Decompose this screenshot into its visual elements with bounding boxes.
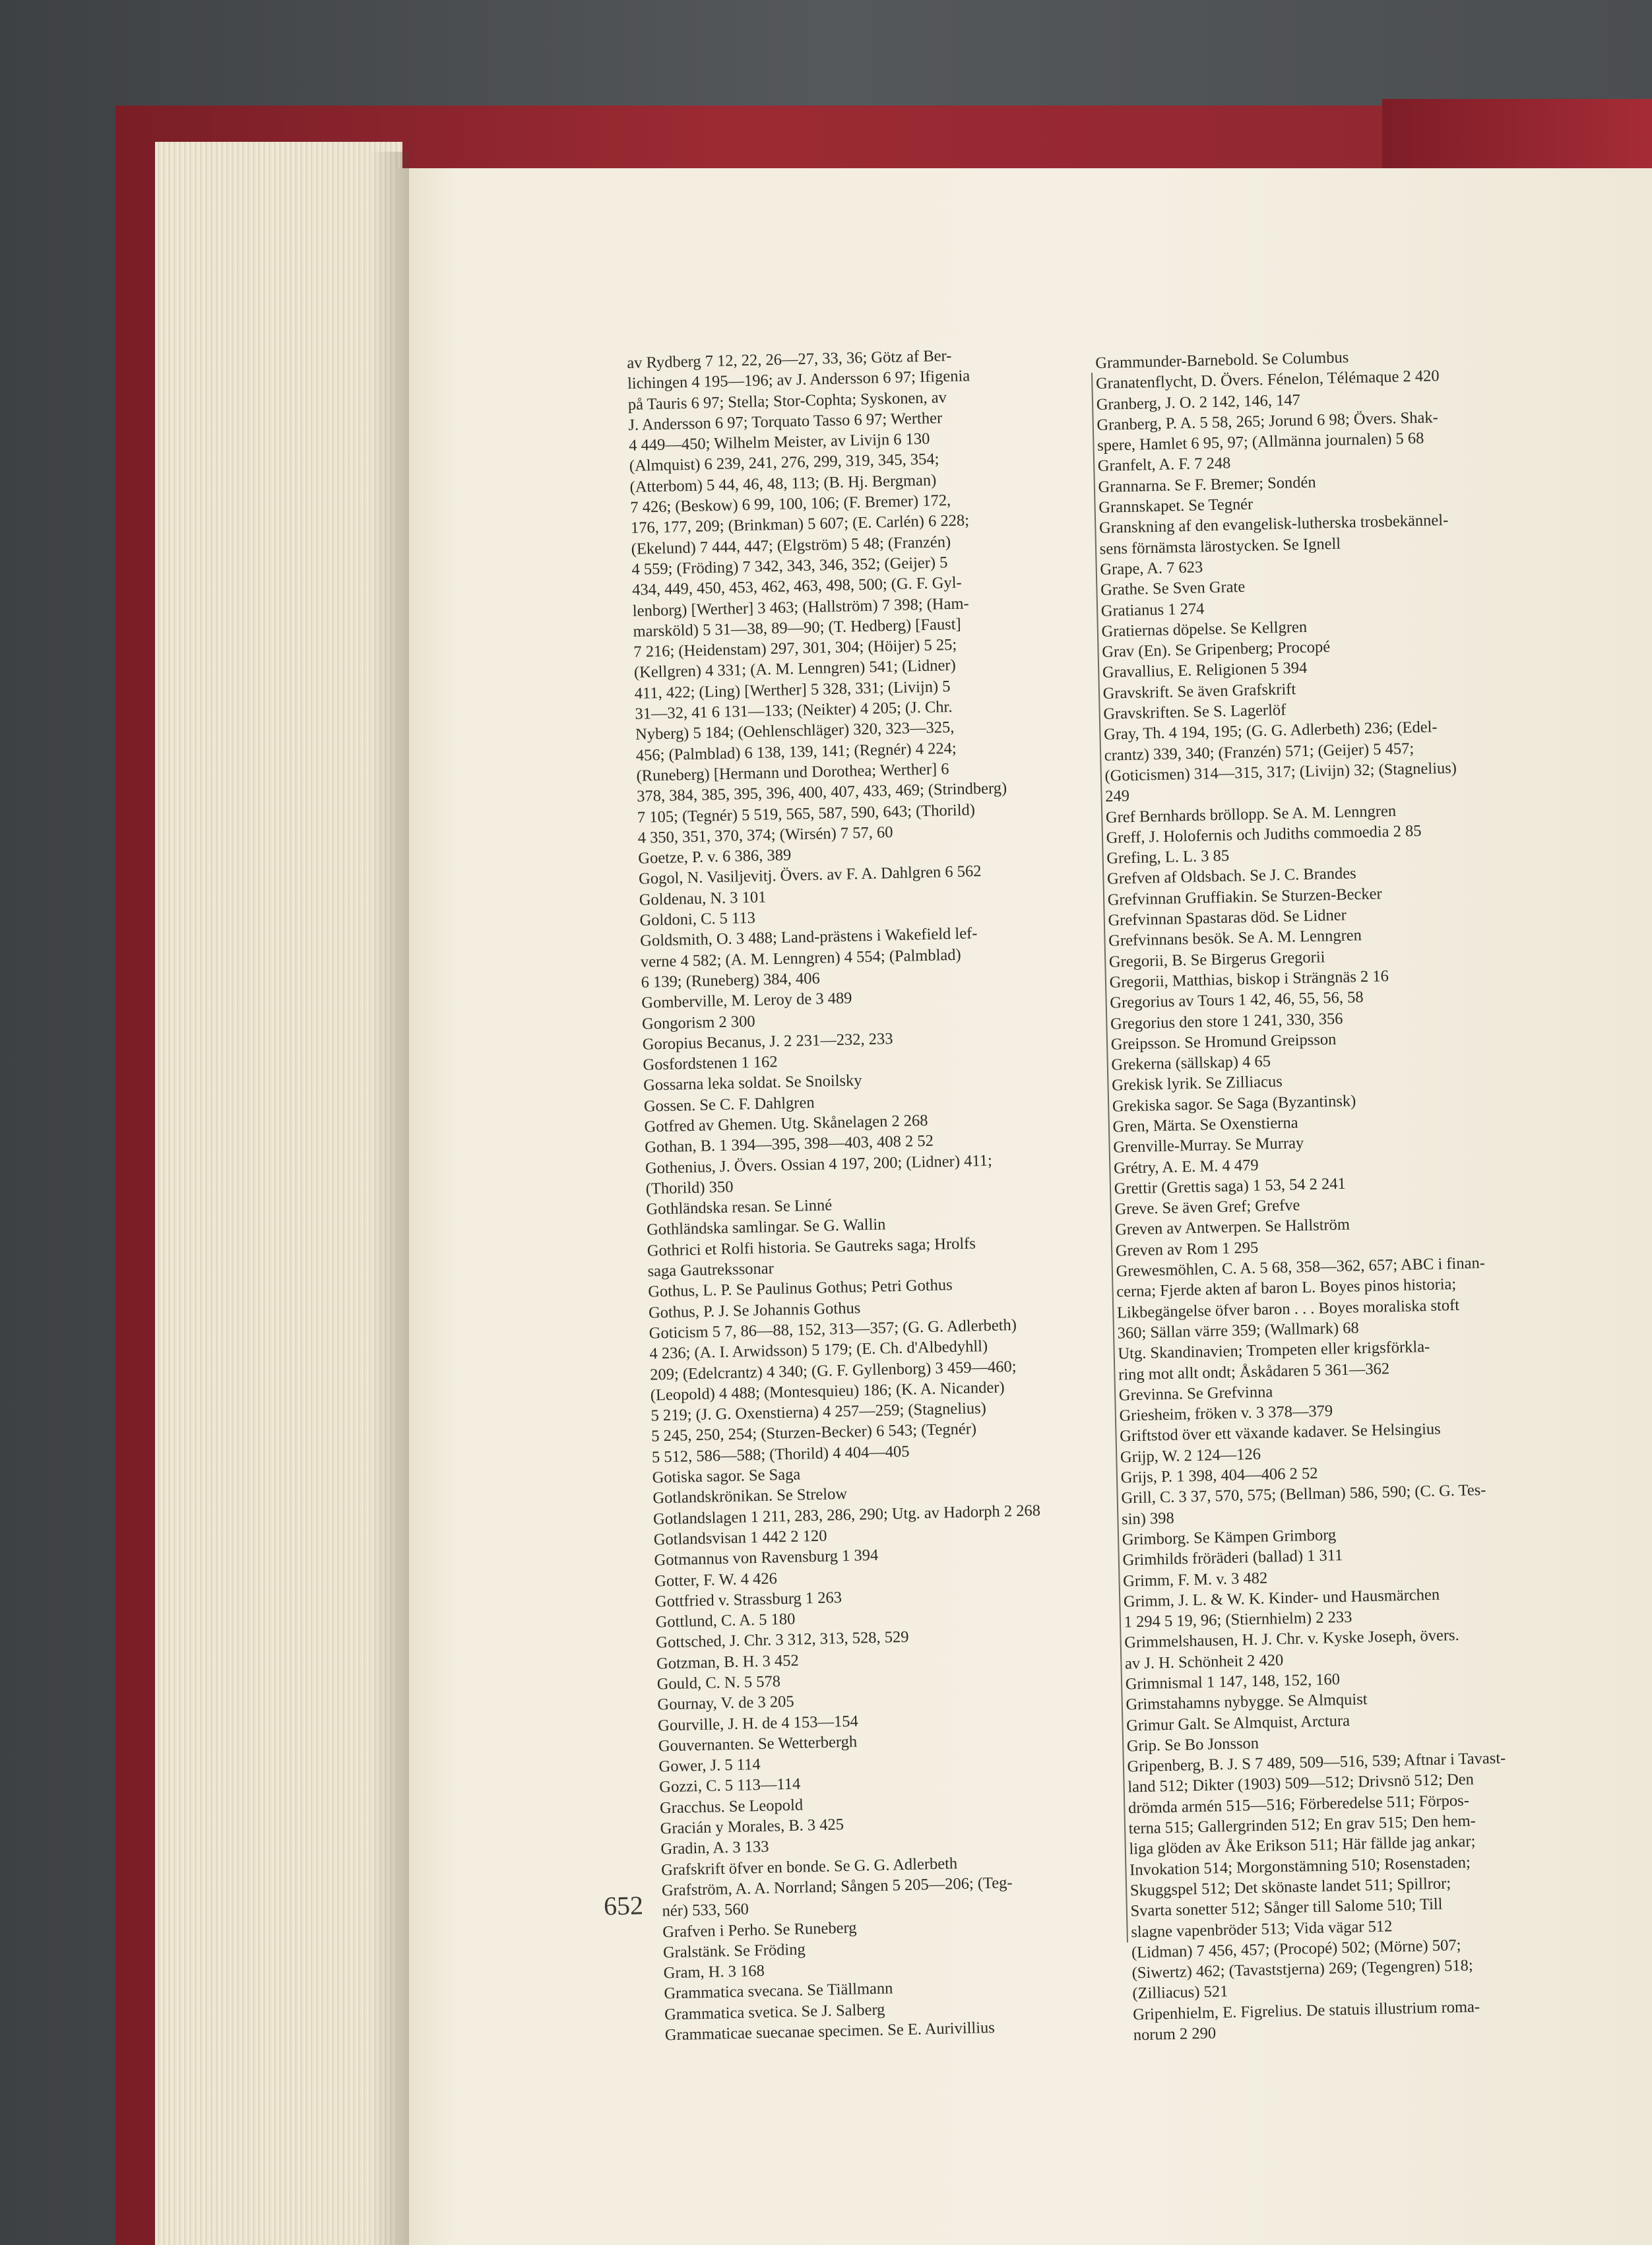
index-line: Gradin, A. 3 133 [660,1838,769,1858]
index-line: Gotter, F. W. 4 426 [654,1569,778,1591]
index-line: Grimm, F. M. v. 3 482 [1122,1569,1268,1591]
index-line: Gossarna leka soldat. Se Snoilsky [643,1071,862,1095]
index-line: Gratianus 1 274 [1100,599,1205,620]
index-line: Invokation 514; Morgonstämning 510; Rosenstaden; [1129,1853,1471,1880]
index-line: Gottlund, C. A. 5 180 [655,1610,796,1631]
index-line: Grewesmöhlen, C. A. 5 68, 358—362, 657; ABC i finan- [1116,1254,1486,1281]
index-line: Gravskriften. Se S. Lagerlöf [1103,701,1287,723]
index-line: 7 216; (Heidenstam) 297, 301, 304; (Höijer) 5 25; [633,635,957,662]
index-line: Gren, Märta. Se Oxenstierna [1112,1114,1298,1136]
index-line: Gothländska resan. Se Linné [646,1196,833,1218]
index-line: Gogol, N. Vasiljevitj. Övers. av F. A. Dahlgren 6 562 [638,862,982,889]
index-line: Grekisk lyrik. Se Zilliacus [1111,1073,1283,1095]
index-line: Grammunder-Barnebold. Se Columbus [1095,348,1349,372]
index-line: Gothus, L. P. Se Paulinus Gothus; Petri Gothus [647,1276,953,1301]
index-line: 7 426; (Beskow) 6 99, 100, 106; (F. Bremer) 172, [630,491,951,517]
index-line: Grannskapet. Se Tegnér [1098,495,1254,517]
index-column-right [1095,343,1558,2044]
index-line: Grefvinnans besök. Se A. M. Lenngren [1108,926,1362,951]
index-line: Gotlandskrönikan. Se Strelow [652,1485,848,1507]
index-line: Grefven af Oldsbach. Se J. C. Brandes [1106,864,1356,889]
index-line: Granatenflycht, D. Övers. Fénelon, Télémaque 2 420 [1095,367,1440,393]
index-line: Greff, J. Holofernis och Judiths commoedia 2 85 [1106,821,1422,847]
index-line: Greipsson. Se Hromund Greipsson [1110,1030,1337,1054]
index-line: Gref Bernhards bröllopp. Se A. M. Lenngren [1105,802,1397,827]
index-line: Goldenau, N. 3 101 [639,888,767,909]
index-line: Grekiska sagor. Se Saga (Byzantinsk) [1112,1092,1356,1116]
index-line: Grimur Galt. Se Almquist, Arctura [1126,1711,1350,1735]
index-line: (Atterbom) 5 44, 46, 48, 113; (B. Hj. Bergman) [629,471,937,496]
index-line: sens förnämsta lärostycken. Se Ignell [1099,534,1341,558]
index-line: Goldsmith, O. 3 488; Land-prästens i Wakefield lef- [639,924,978,951]
index-line: 1 294 5 19, 96; (Stiernhielm) 2 233 [1124,1608,1352,1631]
index-line: Granskning af den evangelisk-lutherska trosbekännel- [1098,511,1449,538]
index-line: Greven av Antwerpen. Se Hallström [1114,1216,1350,1240]
index-line: Nyberg) 5 184; (Oehlenschläger) 320, 323—325, [635,718,955,744]
index-line: Grimstahamns nybygge. Se Almquist [1126,1690,1368,1714]
index-line: 209; (Edelcrantz) 4 340; (G. F. Gyllenborg) 3 459—460; [649,1357,1017,1384]
index-line: (Thorild) 350 [645,1178,734,1198]
index-line: Grétry, A. E. M. 4 479 [1113,1156,1259,1178]
index-line: Utg. Skandinavien; Trompeten eller krigsförkla- [1118,1338,1430,1363]
index-line: Gram, H. 3 168 [663,1962,765,1982]
index-line: (Almquist) 6 239, 241, 276, 299, 319, 345, 354; [629,450,939,476]
index-line: Goropius Becanus, J. 2 231—232, 233 [642,1029,893,1054]
index-line: Grenville-Murray. Se Murray [1113,1134,1304,1156]
index-line: 5 512, 586—588; (Thorild) 4 404—405 [651,1442,910,1467]
index-line: Grape, A. 7 623 [1100,558,1203,579]
index-line: ring mot allt ondt; Åskådaren 5 361—362 [1118,1359,1390,1384]
index-line: 456; (Palmblad) 6 138, 139, 141; (Regnér) 4 224; [635,739,957,765]
index-line: Gotzman, B. H. 3 452 [656,1651,800,1673]
index-line: 434, 449, 450, 453, 462, 463, 498, 500; (G. F. Gyl- [631,573,962,600]
index-line: Grav (En). Se Gripenberg; Procopé [1101,638,1331,662]
index-line: Granfelt, A. F. 7 248 [1097,454,1231,476]
index-line: Grafskrift öfver en bonde. Se G. G. Adlerbeth [660,1854,958,1880]
index-line: Gosfordstenen 1 162 [643,1053,778,1074]
index-line: på Tauris 6 97; Stella; Stor-Cophta; Syskonen, av [627,388,947,414]
index-line: 411, 422; (Ling) [Werther] 5 328, 331; (Livijn) 5 [634,677,951,703]
index-line: Gould, C. N. 5 578 [656,1672,781,1693]
index-line: saga Gautrekssonar [647,1259,775,1281]
index-line: Grafven i Perho. Se Runeberg [662,1918,857,1941]
index-line: Grammatica svetica. Se J. Salberg [664,2000,885,2024]
index-line: Grimborg. Se Kämpen Grimborg [1122,1526,1337,1549]
index-line: Grannarna. Se F. Bremer; Sondén [1098,473,1316,496]
index-line: Granberg, J. O. 2 142, 146, 147 [1096,391,1301,414]
index-line: Gothus, P. J. Se Johannis Gothus [648,1298,861,1322]
index-line: crantz) 339, 340; (Franzén) 571; (Geijer) 5 457; [1104,739,1414,765]
index-line: Gossen. Se C. F. Dahlgren [643,1093,815,1116]
index-line: land 512; Dikter (1903) 509—512; Drivsnö 512; Den [1128,1771,1475,1796]
index-line: Grijs, P. 1 398, 404—406 2 52 [1120,1464,1318,1487]
index-line: Gournay, V. de 3 205 [657,1693,794,1714]
index-line: 4 449—450; Wilhelm Meister, av Livijn 6 130 [628,429,930,455]
index-line: Gongorism 2 300 [641,1012,755,1033]
index-line: 7 105; (Tegnér) 5 519, 565, 587, 590, 643; (Thorild) [637,800,976,827]
index-line: J. Andersson 6 97; Torquato Tasso 6 97; Werther [628,409,943,434]
index-line: Gothrici et Rolfi historia. Se Gautreks saga; Hrolfs [647,1234,976,1260]
index-line: lenborg) [Werther] 3 463; (Hallström) 7 398; (Ham- [632,594,969,620]
index-line: Grefing, L. L. 3 85 [1106,846,1230,868]
index-line: Gotmannus von Ravensburg 1 394 [654,1546,879,1569]
index-line: Goldoni, C. 5 113 [639,908,756,930]
index-line: (Lidman) 7 456, 457; (Procopé) 502; (Mörne) 507; [1131,1936,1461,1962]
index-line: Grekerna (sällskap) 4 65 [1111,1052,1271,1074]
index-line: Gracchus. Se Leopold [659,1796,804,1818]
index-line: Gregorii, B. Se Birgerus Gregorii [1108,947,1325,971]
index-line: Gourville, J. H. de 4 153—154 [657,1712,858,1735]
index-line: liga glöden av Åke Erikson 511; Här fällde jag ankar; [1129,1832,1476,1858]
index-line: 6 139; (Runeberg) 384, 406 [641,969,820,992]
index-line: Grimm, J. L. & W. K. Kinder- und Hausmärchen [1123,1585,1440,1611]
index-line: (Siwertz) 462; (Tavaststjerna) 269; (Tegengren) 518; [1131,1956,1473,1982]
index-line: Gottfried v. Strassburg 1 263 [654,1588,842,1611]
index-line: Skuggspel 512; Det skönaste landet 511; Spillror; [1129,1874,1451,1900]
index-line: cerna; Fjerde akten af baron L. Boyes pinos historia; [1116,1275,1457,1301]
index-line: terna 515; Gallergrinden 512; En grav 515; Den hem- [1128,1812,1477,1838]
index-line: Grefvinnan Spastaras död. Se Lidner [1108,906,1347,930]
index-line: Goetze, P. v. 6 386, 389 [638,846,792,868]
index-line: Grettir (Grettis saga) 1 53, 54 2 241 [1114,1174,1347,1198]
index-line: Gottsched, J. Chr. 3 312, 313, 528, 529 [656,1628,909,1652]
index-line: 360; Sällan värre 359; (Wallmark) 68 [1117,1319,1360,1343]
index-line: Gregorius av Tours 1 42, 46, 55, 56, 58 [1110,988,1364,1012]
page-number: 652 [603,1890,644,1921]
index-column-left [627,342,1123,2044]
index-line: Grammaticae suecanae specimen. Se E. Aurivillius [664,2019,996,2044]
index-line: norum 2 290 [1133,2024,1217,2044]
index-line: Gregorius den store 1 241, 330, 356 [1110,1009,1343,1033]
gutter-shadow [369,152,409,2245]
index-line: Svarta sonetter 512; Sånger till Salome 510; Till [1130,1895,1443,1920]
index-line: Grefvinnan Gruffiakin. Se Sturzen-Becker [1107,885,1382,909]
index-line: 4 350, 351, 370, 374; (Wirsén) 7 57, 60 [637,823,893,847]
index-line: 5 219; (J. G. Oxenstierna) 4 257—259; (Stagnelius) [651,1399,987,1425]
index-line: 176, 177, 209; (Brinkman) 5 607; (E. Carlén) 6 228; [630,511,970,538]
index-line: (Zilliacus) 521 [1132,1982,1228,2003]
index-line: Gower, J. 5 114 [658,1755,761,1776]
index-line: Gouvernanten. Se Wetterbergh [658,1732,858,1755]
index-line: drömda armén 515—516; Förberedelse 511; Förpos- [1128,1791,1470,1818]
index-line: Goticism 5 7, 86—88, 152, 313—357; (G. G. Adlerbeth) [649,1315,1017,1343]
index-line: Grafström, A. A. Norrland; Sången 5 205—206; (Teg- [661,1874,1013,1900]
index-line: Griesheim, fröken v. 3 378—379 [1119,1402,1333,1425]
page-edges [155,142,402,2245]
index-line: 5 245, 250, 254; (Sturzen-Becker) 6 543; (Tegnér) [651,1420,977,1446]
index-line: 249 [1104,787,1130,806]
index-line: lichingen 4 195—196; av J. Andersson 6 97; Ifigenia [627,367,970,393]
index-line: Grammatica svecana. Se Tiällmann [664,1979,893,2003]
index-line: verne 4 582; (A. M. Lenngren) 4 554; (Palmblad) [640,945,961,971]
index-line: 378, 384, 385, 395, 396, 400, 407, 433, 469; (Strindberg) [636,779,1007,806]
index-line: Gratiernas döpelse. Se Kellgren [1101,617,1308,641]
index-line: (Goticismen) 314—315, 317; (Livijn) 32; (Stagnelius) [1104,759,1457,785]
index-line: Gotlandslagen 1 211, 283, 286, 290; Utg. av Hadorph 2 268 [652,1501,1041,1529]
index-line: Grimnismal 1 147, 148, 152, 160 [1125,1670,1341,1693]
index-line: Gozzi, C. 5 113—114 [659,1775,801,1796]
index-line: (Leopold) 4 488; (Montesquieu) 186; (K. A. Nicander) [650,1378,1005,1405]
index-line: Greven av Rom 1 295 [1115,1238,1259,1260]
index-line: Granberg, P. A. 5 58, 265; Jorund 6 98; Övers. Shak- [1096,408,1439,434]
index-line: Grill, C. 3 37, 570, 575; (Bellman) 586, 590; (C. G. Tes- [1121,1481,1486,1507]
index-line: 4 559; (Fröding) 7 342, 343, 346, 352; (Geijer) 5 [631,553,948,579]
index-line: av J. H. Schönheit 2 420 [1124,1651,1284,1673]
index-line: (Runeberg) [Hermann und Dorothea; Werther] 6 [636,760,949,785]
index-line: Gotiska sagor. Se Saga [652,1465,801,1487]
index-line: Gotfred av Ghemen. Utg. Skånelagen 2 268 [644,1111,928,1136]
index-line: Grevinna. Se Grefvinna [1118,1383,1273,1405]
index-line: marsköld) 5 31—38, 89—90; (T. Hedberg) [Faust] [633,615,961,641]
index-line: Griftstod över ett växande kadaver. Se Helsingius [1119,1420,1441,1446]
index-line: nér) 533, 560 [662,1900,749,1920]
index-line: Gomberville, M. Leroy de 3 489 [641,989,852,1012]
index-line: Gotlandsvisan 1 442 2 120 [653,1527,827,1549]
index-line: Grijp, W. 2 124—126 [1120,1445,1261,1467]
index-line: sin) 398 [1121,1509,1175,1529]
index-line: 31—32, 41 6 131—133; (Neikter) 4 205; (J. Chr. [635,697,953,723]
index-line: Gripenhielm, E. Figrelius. De statuis illustrium roma- [1132,1998,1480,2024]
index-line: Gothländska samlingar. Se G. Wallin [646,1215,886,1240]
index-line: Gravallius, E. Religionen 5 394 [1102,659,1308,682]
index-line: Grimhilds fröräderi (ballad) 1 311 [1122,1546,1343,1569]
index-line: Gray, Th. 4 194, 195; (G. G. Adlerbeth) 236; (Edel- [1103,718,1438,744]
index-line: Gothan, B. 1 394—395, 398—403, 408 2 52 [645,1132,934,1156]
index-line: Gravskrift. Se även Grafskrift [1102,680,1296,703]
index-line: Grip. Se Bo Jonsson [1126,1734,1259,1755]
index-line: Gothenius, J. Övers. Ossian 4 197, 200; (Lidner) 411; [645,1151,992,1178]
index-line: 4 236; (A. I. Arwidsson) 5 179; (E. Ch. d'Albedyhll) [649,1337,988,1363]
index-line: Gregorii, Matthias, biskop i Strängnäs 2 16 [1109,967,1389,992]
index-line: Gracián y Morales, B. 3 425 [660,1816,844,1838]
index-line: Grathe. Se Sven Grate [1100,578,1246,600]
index-line: (Kellgren) 4 331; (A. M. Lenngren) 541; (Lidner) [633,656,956,682]
index-line: Greve. Se även Gref; Grefve [1114,1196,1300,1218]
index-line: Grimmelshausen, H. J. Chr. v. Kyske Joseph, övers. [1124,1626,1459,1652]
index-line: slagne vapenbröder 513; Vida vägar 512 [1131,1916,1393,1941]
index-line: (Ekelund) 7 444, 447; (Elgström) 5 48; (Franzén) [631,532,951,558]
index-line: spere, Hamlet 6 95, 97; (Allmänna journalen) 5 68 [1096,429,1424,455]
index-line: av Rydberg 7 12, 22, 26—27, 33, 36; Götz af Ber- [627,346,952,372]
index-line: Gripenberg, B. J. S 7 489, 509—516, 539; Aftnar i Tavast- [1127,1749,1506,1776]
index-line: Gralstänk. Se Fröding [662,1940,806,1962]
index-line: Likbegängelse öfver baron . . . Boyes moraliska stoft [1116,1296,1460,1322]
